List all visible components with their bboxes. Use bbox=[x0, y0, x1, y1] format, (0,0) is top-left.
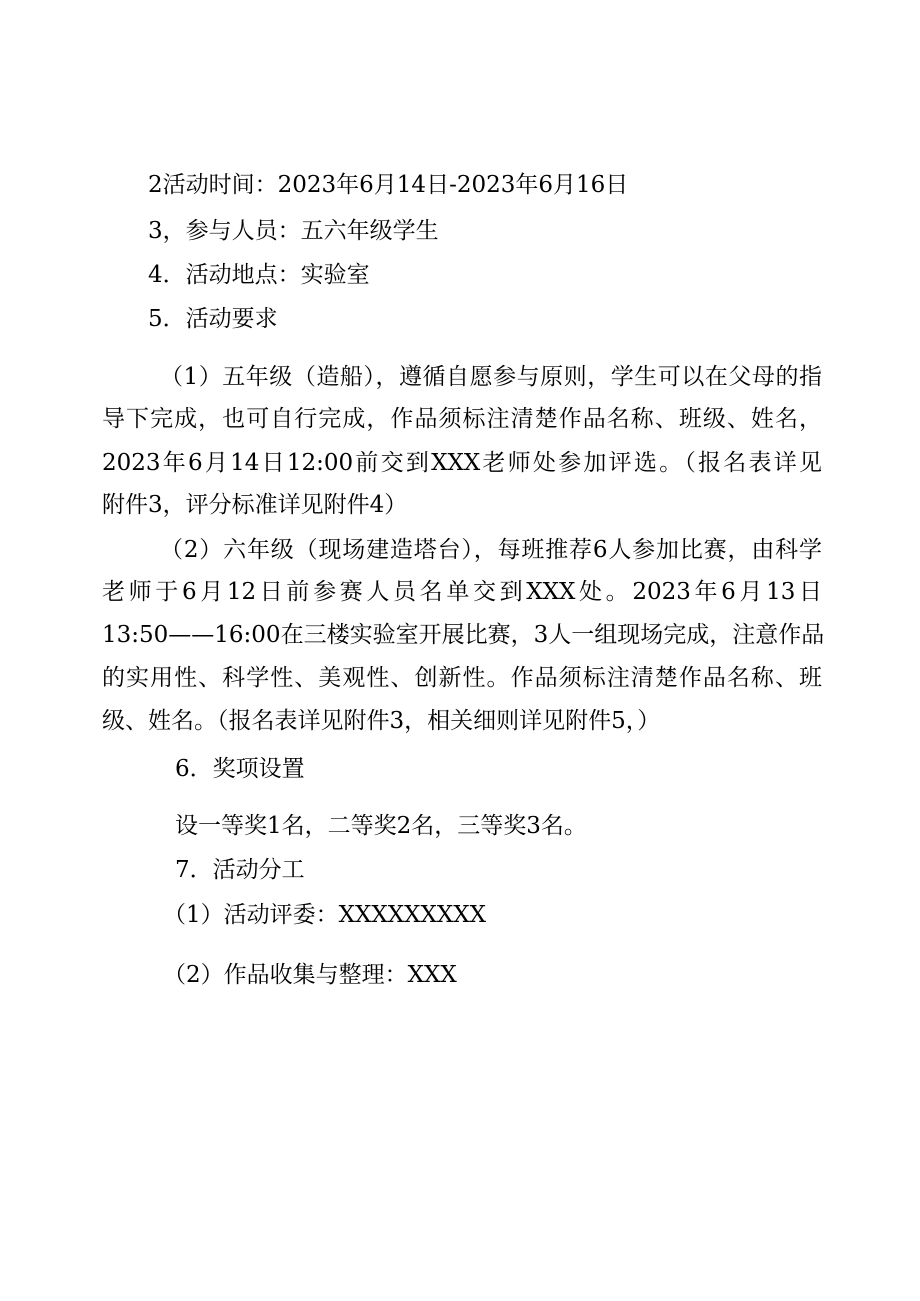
req2-line: 的实用性、科学性、美观性、创新性。作品须标注清楚作品名称、班 bbox=[102, 665, 822, 691]
req2-line: 老师于6月12日前参赛人员名单交到XXX处。2023年6月13日 bbox=[102, 579, 822, 605]
req2-line: 13:50——16:00在三楼实验室开展比赛，3人一组现场完成，注意作品 bbox=[102, 622, 825, 648]
division-judges: （1）活动评委：XXXXXXXXX bbox=[163, 902, 486, 928]
item-division-heading: 7．活动分工 bbox=[175, 857, 305, 883]
item-participants: 3，参与人员：五六年级学生 bbox=[148, 218, 439, 244]
item-location: 4．活动地点：实验室 bbox=[148, 262, 370, 288]
req1-line: 导下完成，也可自行完成，作品须标注清楚作品名称、班级、姓名， bbox=[102, 406, 822, 432]
division-collection: （2）作品收集与整理：XXX bbox=[163, 962, 457, 988]
item-activity-time: 2活动时间：2023年6月14日-2023年6月16日 bbox=[148, 172, 629, 198]
req1-line: 附件3，评分标准详见附件4） bbox=[102, 492, 408, 518]
req2-line: （2）六年级（现场建造塔台），每班推荐6人参加比赛，由科学 bbox=[160, 537, 822, 563]
awards-text: 设一等奖1名，二等奖2名，三等奖3名。 bbox=[175, 813, 587, 839]
req2-line: 级、姓名。（报名表详见附件3，相关细则详见附件5，） bbox=[102, 708, 661, 734]
req1-line: 2023年6月14日12:00前交到XXX老师处参加评选。（报名表详见 bbox=[102, 450, 822, 476]
item-requirements-heading: 5．活动要求 bbox=[148, 306, 278, 332]
req1-line: （1）五年级（造船），遵循自愿参与原则，学生可以在父母的指 bbox=[160, 364, 822, 390]
item-awards-heading: 6．奖项设置 bbox=[175, 756, 305, 782]
